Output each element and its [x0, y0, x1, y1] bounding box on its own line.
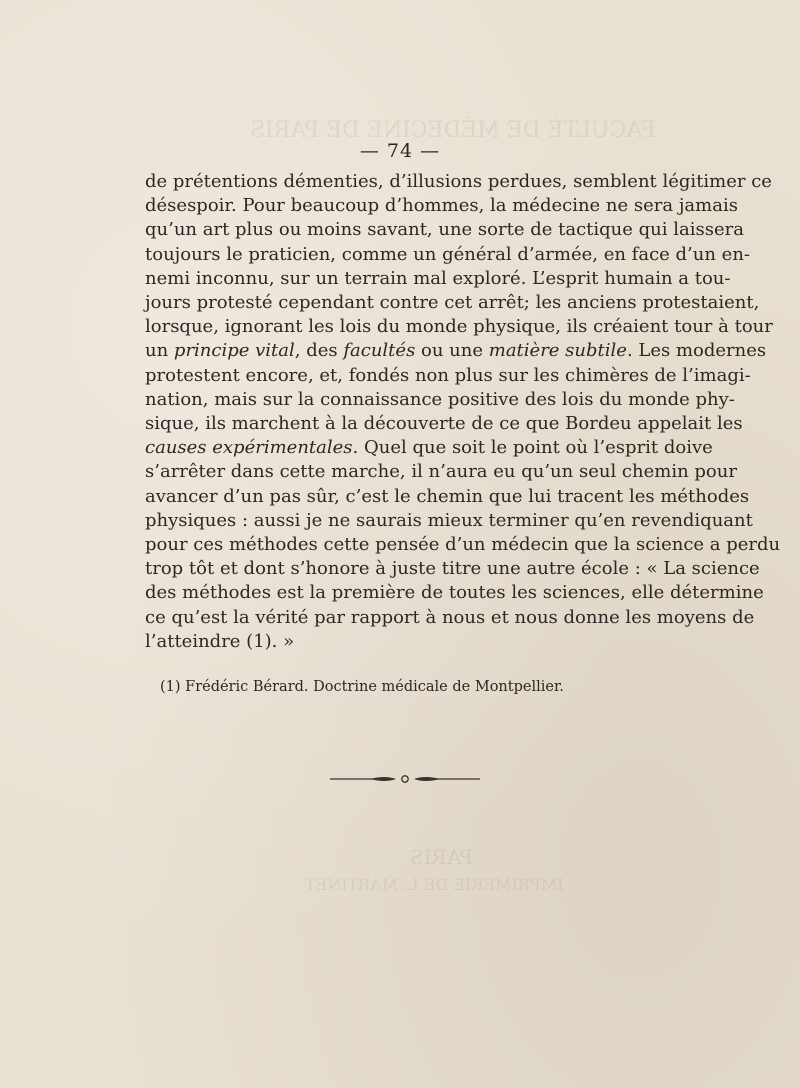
text-line: nemi inconnu, sur un terrain mal exploré. L’esprit humain a tou- [145, 267, 731, 289]
italic-term: matière subtile [488, 340, 627, 362]
text-line: de prétentions démenties, d’illusions perdues, semblent légitimer ce [145, 171, 772, 192]
page-number: — 74 — [359, 140, 441, 162]
text-line: ce qu’est la vérité par rapport à nous et nous donne les moyens de [145, 606, 755, 628]
text-line: jours protesté cependant contre cet arrêt; les anciens protestaient, [145, 292, 760, 314]
text-line: l’atteindre (1). » [145, 630, 295, 652]
text-run: , des [294, 340, 344, 362]
text-line-with-italics [145, 339, 767, 363]
text-line: trop tôt et dont s’honore à juste titre une autre école : « La science [145, 558, 760, 580]
text-line: protestent encore, et, fondés non plus sur les chimères de l’imagi- [145, 364, 751, 386]
text-line: pour ces méthodes cette pensée d’un médecin que la science a perdu [145, 534, 781, 556]
text-line: avancer d’un pas sûr, c’est le chemin que lui tracent les méthodes [145, 485, 750, 507]
italic-term: principe vital [173, 340, 295, 362]
text-line: nation, mais sur la connaissance positive des lois du monde phy- [145, 388, 735, 410]
body-text [145, 170, 781, 654]
italic-term: causes expérimentales [145, 437, 353, 459]
show-through-text: FACULTÉ DE MÉDECINE DE PARIS [250, 118, 656, 143]
footnote: (1) Frédéric Bérard. Doctrine médicale de Montpellier. [160, 679, 564, 695]
show-through-text: PARIS [410, 845, 473, 869]
text-run: . Les modernes [626, 340, 767, 362]
show-through-text: IMPRIMERIE DE L. MARTINET [305, 875, 564, 894]
text-line: qu’un art plus ou moins savant, une sorte de tactique qui laissera [145, 219, 744, 241]
text-line: s’arrêter dans cette marche, il n’aura eu qu’un seul chemin pour [145, 461, 737, 483]
text-run: . Quel que soit le point où l’esprit doive [352, 437, 713, 459]
text-line: physiques : aussi je ne saurais mieux terminer qu’en revendiquant [145, 509, 753, 531]
italic-term: facultés [343, 340, 416, 362]
text-line: lorsque, ignorant les lois du monde physique, ils créaient tour à tour [145, 316, 773, 338]
text-line: sique, ils marchent à la découverte de ce que Bordeu appelait les [145, 413, 743, 435]
ornament-divider [330, 772, 480, 786]
text-run: ou une [415, 340, 489, 362]
text-line: des méthodes est la première de toutes les sciences, elle détermine [145, 582, 764, 604]
text-line-with-italics [145, 436, 713, 460]
text-run: un [145, 340, 174, 362]
text-line: toujours le praticien, comme un général d’armée, en face d’un en- [145, 243, 751, 265]
text-line: désespoir. Pour beaucoup d’hommes, la médecine ne sera jamais [145, 195, 738, 217]
